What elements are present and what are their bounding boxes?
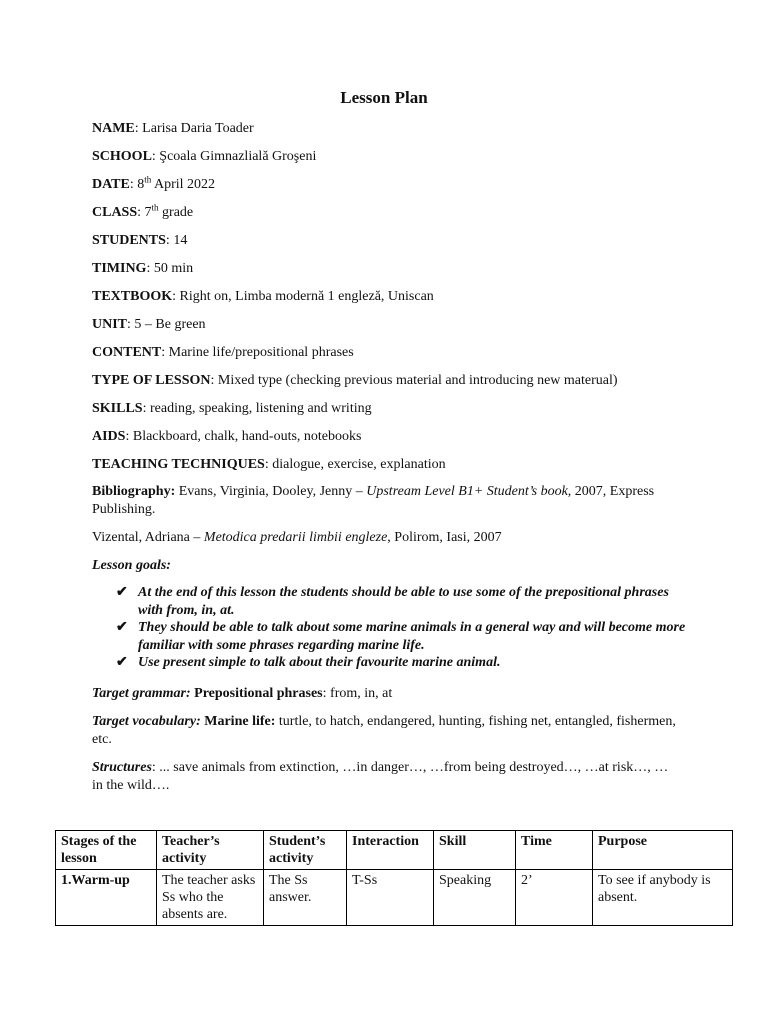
- field-name-label: NAME: [92, 121, 135, 136]
- column-header-skill: Skill: [434, 831, 516, 870]
- cell-purpose: To see if anybody is absent.: [593, 870, 733, 926]
- field-class-suffix: th: [151, 202, 159, 213]
- field-teaching-techniques: TEACHING TECHNIQUES: dialogue, exercise, explanation: [92, 457, 446, 472]
- column-header-stages: Stages of the lesson: [56, 831, 157, 870]
- cell-skill: Speaking: [434, 870, 516, 926]
- field-skills-label: SKILLS: [92, 401, 143, 416]
- cell-stage: 1.Warm-up: [56, 870, 157, 926]
- field-students-value: 14: [173, 233, 188, 248]
- bibliography-entry-2: [92, 529, 682, 547]
- field-school: SCHOOL: Şcoala Gimnazlială Groşeni: [92, 149, 317, 164]
- lesson-goal-text: They should be able to talk about some marine animals in a general way and will become more familiar with some phrases regarding marine life.: [138, 620, 686, 653]
- lesson-goal-item: [116, 654, 686, 672]
- field-textbook-value: Right on, Limba modernă 1 engleză, Uniscan: [179, 289, 434, 304]
- bibliography-entry-2-title: Metodica predarii limbii engleze: [203, 530, 388, 545]
- field-unit: UNIT: 5 – Be green: [92, 317, 206, 332]
- field-school-label: SCHOOL: [92, 149, 152, 164]
- bibliography-label: Bibliography:: [92, 484, 176, 499]
- field-type-of-lesson-label: TYPE OF LESSON: [92, 373, 211, 388]
- field-class-label: CLASS: [92, 205, 138, 220]
- structures-items: : ... save animals from extinction, …in danger…, …from being destroyed…, …at risk…, …in the wild….: [92, 760, 669, 793]
- cell-teacher-activity: The teacher asks Ss who the absents are.: [157, 870, 264, 926]
- field-students: STUDENTS: 14: [92, 233, 188, 248]
- bibliography-entry-1-rest: , 2007, Express Publishing.: [92, 484, 655, 517]
- field-textbook-label: TEXTBOOK: [92, 289, 173, 304]
- target-grammar: [92, 685, 682, 703]
- field-textbook: TEXTBOOK: Right on, Limba modernă 1 engleză, Uniscan: [92, 289, 434, 304]
- field-class: CLASS: 7th grade: [92, 202, 194, 220]
- field-timing: TIMING: 50 min: [92, 261, 194, 276]
- lesson-goal-text: At the end of this lesson the students should be able to use some of the prepositional phrases with from, in, at.: [138, 585, 669, 618]
- checkmark-icon: ✔: [116, 620, 128, 635]
- cell-interaction: T-Ss: [347, 870, 434, 926]
- field-content-value: Marine life/prepositional phrases: [168, 345, 354, 360]
- field-skills-value: reading, speaking, listening and writing: [149, 401, 372, 416]
- column-header-teacher-activity: Teacher’s activity: [157, 831, 264, 870]
- column-header-interaction: Interaction: [347, 831, 434, 870]
- lesson-goals-heading: Lesson goals:: [92, 558, 171, 573]
- bibliography-entry-1-title: Upstream Level B1+ Student’s book: [366, 484, 568, 499]
- field-timing-value: 50 min: [153, 261, 194, 276]
- column-header-student-activity: Student’s activity: [264, 831, 347, 870]
- bibliography-entry-2-rest: , Polirom, Iasi, 2007: [387, 530, 502, 545]
- target-vocabulary: [92, 713, 682, 749]
- table-row: [56, 870, 733, 926]
- page-title: Lesson Plan: [340, 88, 428, 107]
- target-vocabulary-label: Target vocabulary:: [92, 714, 201, 729]
- lesson-goal-text: Use present simple to talk about their favourite marine animal.: [138, 655, 501, 670]
- target-grammar-label: Target grammar:: [92, 686, 191, 701]
- structures-label: Structures: [92, 760, 152, 775]
- field-content-label: CONTENT: [92, 345, 162, 360]
- target-vocabulary-topic: Marine life:: [200, 714, 276, 729]
- field-unit-label: UNIT: [92, 317, 128, 332]
- field-students-label: STUDENTS: [92, 233, 166, 248]
- target-grammar-items: : from, in, at: [322, 686, 393, 701]
- field-aids-label: AIDS: [92, 429, 126, 444]
- field-teaching-techniques-value: dialogue, exercise, explanation: [272, 457, 446, 472]
- field-date-suffix: th: [144, 174, 152, 185]
- field-type-of-lesson-value: Mixed type (checking previous material and introducing new materual): [217, 373, 618, 388]
- field-date-rest: April 2022: [151, 177, 216, 192]
- structures: [92, 759, 672, 795]
- field-type-of-lesson: TYPE OF LESSON: Mixed type (checking previous material and introducing new materual): [92, 373, 618, 388]
- target-grammar-topic: Prepositional phrases: [190, 686, 323, 701]
- target-vocabulary-items: turtle, to hatch, endangered, hunting, fishing net, entangled, fishermen, etc.: [92, 714, 676, 747]
- field-skills: SKILLS: reading, speaking, listening and writing: [92, 401, 372, 416]
- field-aids-value: Blackboard, chalk, hand-outs, notebooks: [132, 429, 362, 444]
- lesson-goal-item: [116, 619, 686, 654]
- field-name: NAME: Larisa Daria Toader: [92, 121, 254, 136]
- field-name-value: Larisa Daria Toader: [142, 121, 254, 136]
- checkmark-icon: ✔: [116, 585, 128, 600]
- cell-time: 2’: [516, 870, 593, 926]
- cell-student-activity: The Ss answer.: [264, 870, 347, 926]
- column-header-time: Time: [516, 831, 593, 870]
- bibliography-entry-1: [92, 483, 672, 519]
- column-header-purpose: Purpose: [593, 831, 733, 870]
- field-content: CONTENT: Marine life/prepositional phrases: [92, 345, 354, 360]
- field-date-label: DATE: [92, 177, 130, 192]
- lesson-stages-table: [55, 830, 733, 926]
- field-school-value: Şcoala Gimnazlială Groşeni: [159, 149, 317, 164]
- field-date: DATE: 8th April 2022: [92, 174, 216, 192]
- field-class-rest: grade: [158, 205, 194, 220]
- field-timing-label: TIMING: [92, 261, 147, 276]
- lesson-goal-item: [116, 584, 686, 619]
- field-class-number: 7: [144, 205, 152, 220]
- field-unit-value: 5 – Be green: [134, 317, 206, 332]
- table-header-row: [56, 831, 733, 870]
- bibliography-entry-1-authors: Evans, Virginia, Dooley, Jenny –: [175, 484, 367, 499]
- lesson-goals-list: [116, 584, 686, 672]
- field-teaching-techniques-label: TEACHING TECHNIQUES: [92, 457, 265, 472]
- checkmark-icon: ✔: [116, 655, 128, 670]
- field-date-day: 8: [137, 177, 145, 192]
- bibliography-entry-2-authors: Vizental, Adriana –: [92, 530, 204, 545]
- field-aids: AIDS: Blackboard, chalk, hand-outs, notebooks: [92, 429, 362, 444]
